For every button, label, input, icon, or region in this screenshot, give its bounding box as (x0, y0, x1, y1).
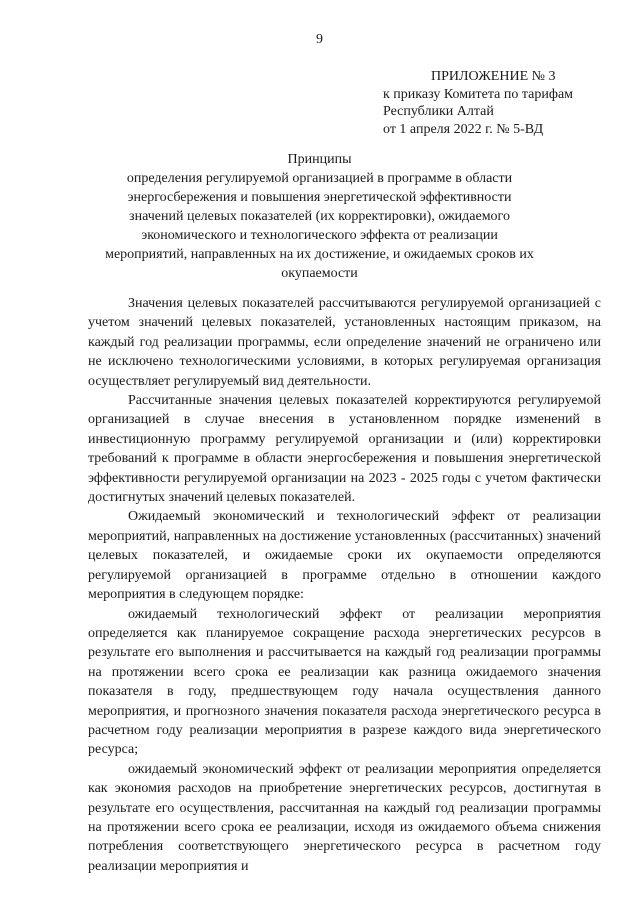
document-title-block (0, 150, 639, 283)
appendix-date-line: от 1 апреля 2022 г. № 5-ВД (383, 121, 544, 137)
paragraph: ожидаемый технологический эффект от реализации мероприятия определяется как планируемое сокращение расхода энергетических ресурсов в результате его выполнения и рассчитывается на каждый год реализации программы на протяжении всего срока ее реализации как разница ожидаемого значения показателя в году, предшествующем году начала осуществления данного мероприятия, и прогнозного значения показателя расхода энергетического ресурса в расчетном году реализации мероприятия в разрезе каждого вида энергетического ресурса; (88, 606, 601, 758)
document-body (88, 294, 601, 876)
page-number: 9 (316, 32, 323, 47)
paragraph: Ожидаемый экономический и технологический эффект от реализации мероприятий, направленных на достижение установленных (рассчитанных) значений целевых показателей, и ожидаемые сроки их окупаемости определяются регулируемой организацией в программе отдельно в отношении каждого мероприятия в следующем порядке: (88, 509, 601, 603)
paragraph: Рассчитанные значения целевых показателей корректируются регулируемой организацией в случае внесения в установленном порядке изменений в инвестиционную программу регулируемой организации и (или) корректировки требований к программе в области энергосбережения и повышения энергетической эффективности регулируемой организации на 2023 - 2025 годы с учетом фактически достигнутых значений целевых показателей. (88, 393, 601, 506)
paragraph: Значения целевых показателей рассчитываются регулируемой организацией с учетом значений целевых показателей, установленных настоящим приказом, на каждый год реализации программы, если определение значений не ограничено или не исключено технологическими условиями, в которых регулируемая организация осуществляет регулируемый вид деятельности. (88, 296, 601, 389)
appendix-title: ПРИЛОЖЕНИЕ № 3 (431, 69, 556, 84)
appendix-authority-line: Республики Алтай (383, 104, 494, 119)
appendix-header (383, 68, 573, 138)
appendix-order-line: к приказу Комитета по тарифам (383, 86, 574, 102)
document-subtitle: определения регулируемой организацией в программе в области энергосбережения и повышения энергетической эффективности значений целевых показателей (их корректировки), ожидаемого экономического и технологического эффекта от реализации мероприятий, направленных на их достижение, и ожидаемых сроков их окупаемости (105, 171, 534, 281)
document-title: Принципы (287, 152, 352, 167)
paragraph: ожидаемый экономический эффект от реализации мероприятия определяется как экономия расходов на приобретение энергетических ресурсов, достигнутая в результате его осуществления, рассчитанная на каждый год реализации программы на протяжении всего срока ее реализации, исходя из ожидаемого объема снижения потребления соответствующего энергетического ресурса в расчетном году реализации мероприятия и (88, 761, 601, 874)
